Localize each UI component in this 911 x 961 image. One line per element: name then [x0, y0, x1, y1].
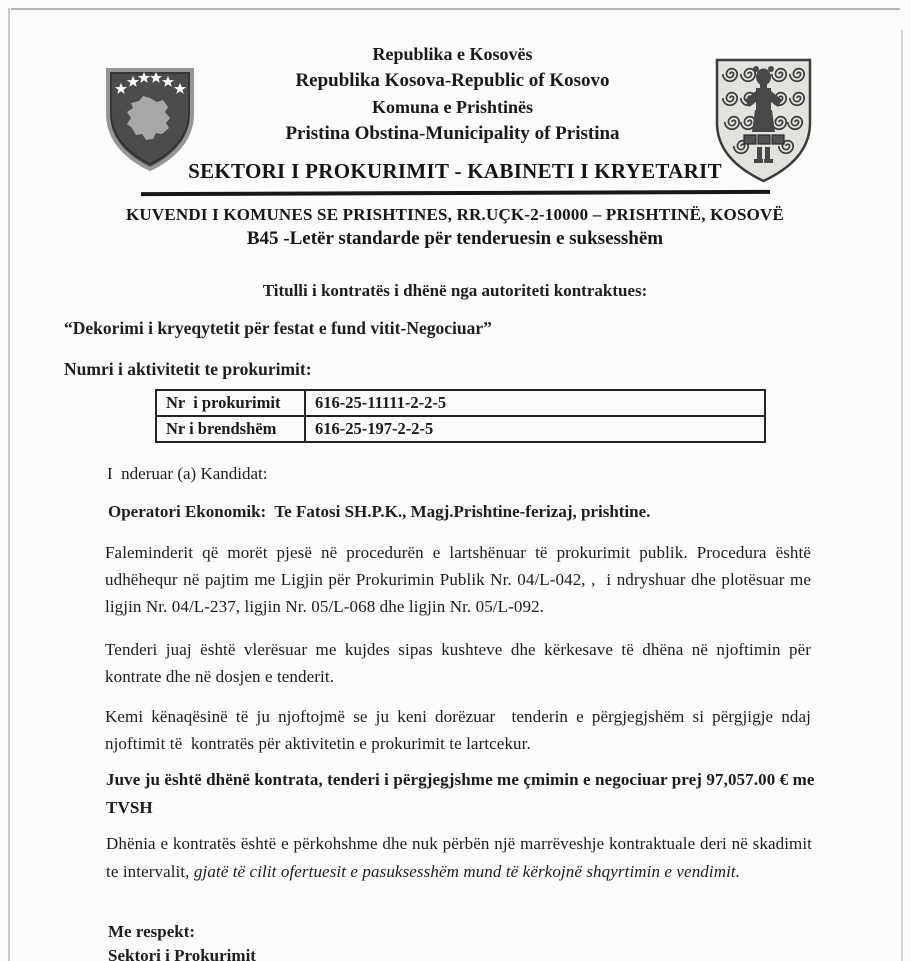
header-rule — [141, 190, 770, 196]
contract-title: “Dekorimi i kryeqytetit për festat e fund vitit-Negociuar” — [64, 318, 492, 338]
activity-number-heading: Numri i aktivitetit te prokurimit: — [64, 359, 312, 379]
closing-signature: Sektori i Prokurimit — [108, 945, 256, 961]
org-line-municipality-en: Pristina Obstina-Municipality of Pristina — [285, 123, 620, 144]
org-line-republic-bi: Republika Kosova-Republic of Kosovo — [295, 70, 610, 91]
paragraph-evaluation: Tenderi juaj është vlerësuar me kujdes sipas kushteve dhe kërkesave të dhëna në njoftimin për kontrate dhe në dosjen e tenderit. — [105, 640, 816, 686]
org-line-municipality-sq: Komuna e Prishtinës — [371, 97, 533, 117]
form-title: B45 -Letër standarde për tenderuesin e suksesshëm — [246, 228, 664, 249]
procurement-number-label: Nr i prokurimit — [156, 390, 305, 416]
wall-bricks — [744, 135, 784, 144]
contract-title-heading: Titulli i kontratës i dhënë nga autoriteti kontraktues: — [262, 281, 648, 300]
table-row-procurement-number — [156, 390, 765, 416]
header-org-block — [200, 42, 705, 147]
internal-number-value: 616-25-197-2-2-5 — [305, 416, 765, 442]
provisional-lead-text: Dhënia e kontratës është e përkohshme dhe nuk përbën një marrëveshje kontraktuale deri në skadimit te intervalit, — [106, 834, 817, 881]
paragraph-notification: Kemi kënaqësinë të ju njoftojmë se ju keni dorëzuar tenderin e përgjegjshëm si përgjigje ndaj njoftimit të kontratës për aktivitetin e prokurimit te lartcekur. — [105, 707, 816, 753]
economic-operator-line: Operatori Ekonomik: Te Fatosi SH.P.K., Magj.Prishtine-ferizaj, prishtine. — [108, 502, 651, 521]
procurement-numbers-table — [155, 389, 766, 443]
scan-edge-top — [11, 8, 900, 10]
scan-edge-left — [8, 8, 10, 961]
scan-edge-right — [901, 30, 903, 961]
procurement-number-value: 616-25-11111-2-2-5 — [305, 390, 765, 416]
paragraph-award: Juve ju është dhënë kontrata, tenderi i përgjegjshme me çmimin e negociuar prej 97,057.00 € me TVSH — [106, 770, 819, 817]
closing-regards: Me respekt: — [108, 922, 196, 941]
paragraph-provisional — [106, 830, 817, 885]
closing-block — [108, 920, 508, 961]
paragraph-thanks: Faleminderit që morët pjesë në procedurën e lartshënuar të prokurimit publik. Procedura është udhëhequr në pajtim me Ligjin për Prokurimin Publik Nr. 04/L-042, , i ndryshuar dhe plotësuar me ligjin Nr. 04/L-237, ligjin Nr. 05/L-068 dhe ligjin Nr. 05/L-092. — [105, 543, 816, 616]
org-line-republic-sq: Republika e Kosovës — [372, 44, 533, 64]
department-banner: SEKTORI I PROKURIMIT - KABINETI I KRYETARIT — [188, 159, 722, 183]
salutation: I nderuar (a) Kandidat: — [107, 464, 268, 483]
table-row-internal-number — [156, 416, 765, 442]
provisional-italic-text: gjatë të cilit ofertuesit e pasuksesshëm mund të kërkojnë shqyrtimin e vendimit. — [193, 861, 741, 881]
authority-line: KUVENDI I KOMUNES SE PRISHTINES, RR.UÇK-2-10000 – PRISHTINË, KOSOVË — [125, 205, 785, 224]
internal-number-label: Nr i brendshëm — [156, 416, 305, 442]
